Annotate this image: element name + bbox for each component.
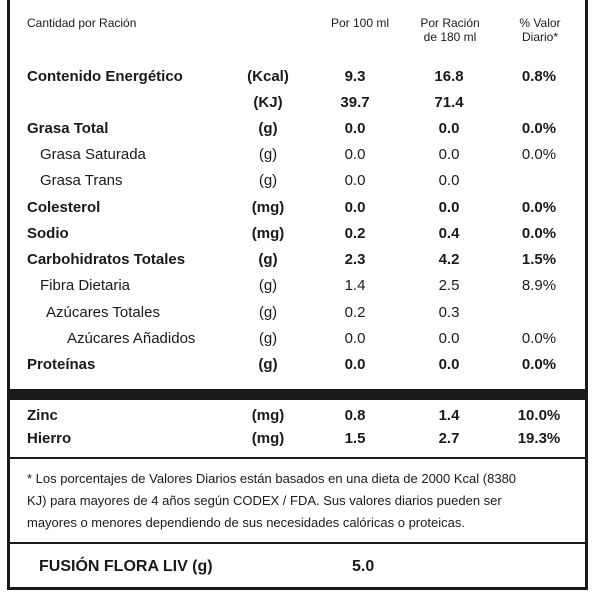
mineral-per100: 0.8 [344, 407, 366, 424]
nutrient-per100: 0.0 [344, 356, 366, 373]
nutrient-unit: (g) [258, 330, 278, 347]
nutrient-perserving: 0.0 [438, 172, 460, 189]
nutrient-per100: 0.0 [344, 120, 366, 137]
nutrient-perserving: 0.0 [438, 146, 460, 163]
nutrient-name: Azúcares Totales [46, 304, 160, 321]
mineral-perserving: 1.4 [438, 407, 460, 424]
mineral-row-iron [10, 428, 585, 450]
nutrient-unit: (g) [258, 277, 278, 294]
nutrient-name: Proteínas [27, 356, 96, 373]
mineral-unit: (mg) [251, 430, 285, 447]
nutrient-perserving: 16.8 [434, 68, 464, 85]
footnote-divider [10, 457, 585, 459]
mineral-name: Zinc [27, 407, 58, 424]
daily-value-header-line2: Diario* [521, 30, 558, 44]
nutrient-name: Sodio [27, 225, 69, 242]
serving-header: Cantidad por Ración [27, 16, 137, 30]
nutrient-per100: 0.2 [344, 304, 366, 321]
nutrient-name: Grasa Saturada [40, 146, 146, 163]
nutrient-daily-value: 0.0% [521, 356, 557, 373]
nutrient-name: Fibra Dietaria [40, 277, 131, 294]
nutrient-perserving: 0.0 [438, 356, 460, 373]
nutrient-unit: (Kcal) [247, 68, 289, 85]
mineral-daily-value: 10.0% [517, 407, 561, 424]
perserving-header [405, 16, 495, 44]
footer-divider [10, 542, 585, 544]
nutrient-row-total-fat [10, 118, 585, 140]
nutrient-daily-value: 0.8% [521, 68, 557, 85]
nutrient-per100: 9.3 [344, 68, 366, 85]
nutrient-per100: 0.2 [344, 225, 366, 242]
nutrient-daily-value: 8.9% [521, 277, 557, 294]
footer-ingredient-label: FUSIÓN FLORA LIV (g) [39, 558, 213, 575]
nutrient-perserving: 71.4 [434, 94, 464, 111]
per100-header: Por 100 ml [330, 16, 390, 30]
footnote-line-2: KJ) para mayores de 4 años según CODEX / FDA. Sus valores diarios pueden ser [27, 493, 502, 508]
nutrient-perserving: 0.0 [438, 330, 460, 347]
nutrient-row-total-sugars [10, 302, 585, 324]
nutrient-row-trans-fat [10, 170, 585, 192]
nutrient-perserving: 0.0 [438, 199, 460, 216]
nutrient-row-energy-kj [10, 92, 585, 114]
footnote [27, 468, 579, 534]
nutrient-unit: (g) [258, 356, 278, 373]
nutrient-perserving: 4.2 [438, 251, 460, 268]
nutrient-per100: 0.0 [344, 199, 366, 216]
nutrient-name: Grasa Trans [40, 172, 123, 189]
nutrient-unit: (g) [258, 172, 278, 189]
nutrient-row-total-carbohydrates [10, 249, 585, 271]
mineral-daily-value: 19.3% [517, 430, 561, 447]
nutrient-per100: 39.7 [340, 94, 370, 111]
nutrient-unit: (g) [258, 120, 278, 137]
nutrient-per100: 0.0 [344, 172, 366, 189]
nutrient-row-saturated-fat [10, 144, 585, 166]
daily-value-header-line1: % Valor [519, 16, 561, 30]
nutrient-perserving: 0.3 [438, 304, 460, 321]
nutrient-perserving: 0.4 [438, 225, 460, 242]
nutrient-row-dietary-fiber [10, 275, 585, 297]
nutrient-unit: (g) [258, 146, 278, 163]
nutrient-row-added-sugars [10, 328, 585, 350]
nutrient-unit: (g) [258, 251, 278, 268]
nutrient-daily-value: 0.0% [521, 120, 557, 137]
perserving-header-line2: de 180 ml [423, 30, 477, 44]
nutrient-per100: 1.4 [344, 277, 366, 294]
nutrient-unit: (KJ) [253, 94, 283, 111]
thick-divider [10, 389, 585, 400]
nutrient-daily-value: 0.0% [521, 146, 557, 163]
nutrient-per100: 0.0 [344, 146, 366, 163]
mineral-row-zinc [10, 405, 585, 427]
nutrient-row-sodium [10, 223, 585, 245]
nutrient-per100: 0.0 [344, 330, 366, 347]
nutrient-daily-value: 0.0% [521, 199, 557, 216]
nutrient-name: Contenido Energético [27, 68, 183, 85]
nutrient-row-energy-kcal [10, 66, 585, 88]
nutrient-perserving: 0.0 [438, 120, 460, 137]
nutrient-row-protein [10, 354, 585, 376]
nutrient-name: Azúcares Añadidos [67, 330, 196, 347]
mineral-perserving: 2.7 [438, 430, 460, 447]
nutrient-daily-value: 0.0% [521, 330, 557, 347]
mineral-unit: (mg) [251, 407, 285, 424]
nutrient-unit: (mg) [251, 199, 285, 216]
nutrient-daily-value: 0.0% [521, 225, 557, 242]
nutrient-name: Carbohidratos Totales [27, 251, 186, 268]
nutrient-name: Colesterol [27, 199, 101, 216]
nutrient-daily-value: 1.5% [521, 251, 557, 268]
nutrient-unit: (mg) [251, 225, 285, 242]
nutrient-row-cholesterol [10, 197, 585, 219]
daily-value-header [500, 16, 580, 44]
mineral-per100: 1.5 [344, 430, 366, 447]
footnote-line-1: * Los porcentajes de Valores Diarios están basados en una dieta de 2000 Kcal (8380 [27, 471, 517, 486]
footnote-line-3: mayores o menores dependiendo de sus necesidades calóricas o proteicas. [27, 515, 465, 530]
nutrient-unit: (g) [258, 304, 278, 321]
nutrient-perserving: 2.5 [438, 277, 460, 294]
perserving-header-line1: Por Ración [420, 16, 480, 30]
nutrient-name: Grasa Total [27, 120, 109, 137]
nutrient-per100: 2.3 [344, 251, 366, 268]
mineral-name: Hierro [27, 430, 72, 447]
nutrition-facts-panel [7, 0, 588, 590]
footer-ingredient-value: 5.0 [352, 558, 375, 575]
